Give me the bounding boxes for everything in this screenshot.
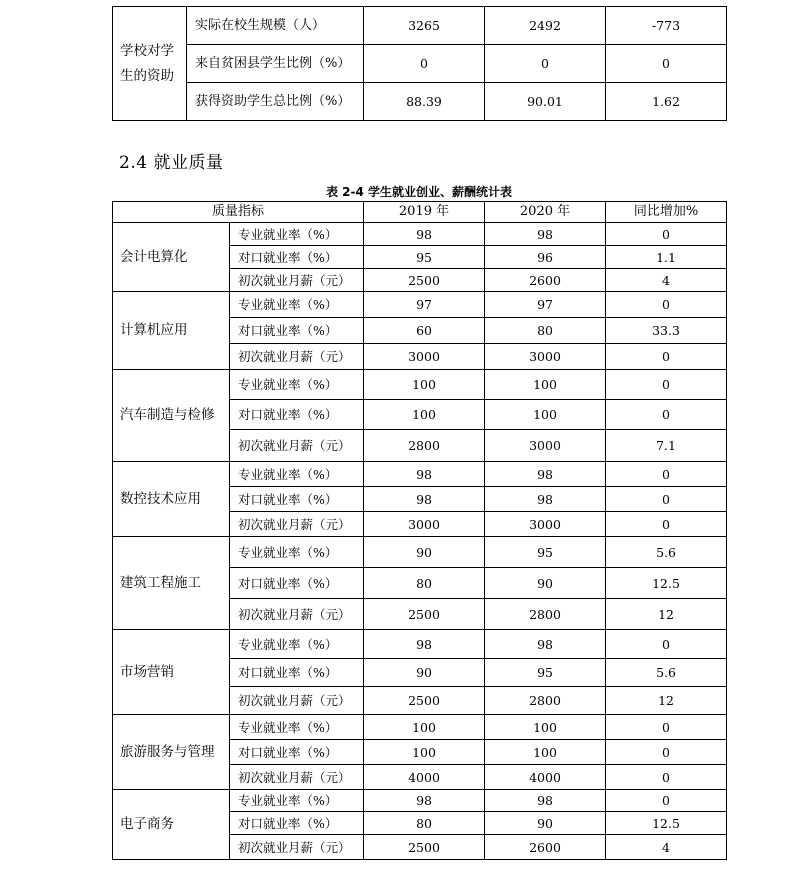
value-2019: 2500 (364, 599, 485, 630)
value-2019: 4000 (364, 765, 485, 790)
table-row (113, 292, 727, 318)
value-change: 0 (606, 740, 727, 765)
value-2020: 80 (485, 318, 606, 344)
value-change: 0 (606, 462, 727, 487)
value-change: 5.6 (606, 659, 727, 687)
value-2020: 98 (485, 790, 606, 812)
value-2019: 2500 (364, 687, 485, 715)
indicator-label: 初次就业月薪（元） (230, 430, 364, 462)
table-row (113, 83, 727, 121)
support-value-2019: 0 (364, 45, 485, 83)
value-change: 12 (606, 599, 727, 630)
value-2020: 95 (485, 659, 606, 687)
value-2020: 2800 (485, 687, 606, 715)
table-row (113, 223, 727, 246)
header-indicator: 质量指标 (113, 202, 364, 223)
value-2020: 98 (485, 630, 606, 659)
value-change: 0 (606, 790, 727, 812)
value-change: 0 (606, 370, 727, 400)
value-2020: 100 (485, 715, 606, 740)
program-name: 市场营销 (113, 630, 230, 715)
indicator-label: 专业就业率（%） (230, 715, 364, 740)
indicator-label: 专业就业率（%） (230, 790, 364, 812)
indicator-label: 初次就业月薪（元） (230, 344, 364, 370)
value-2019: 97 (364, 292, 485, 318)
value-2020: 2600 (485, 269, 606, 292)
indicator-label: 专业就业率（%） (230, 462, 364, 487)
value-2019: 98 (364, 790, 485, 812)
value-change: 0 (606, 715, 727, 740)
value-2020: 2800 (485, 599, 606, 630)
value-2020: 4000 (485, 765, 606, 790)
indicator-label: 初次就业月薪（元） (230, 599, 364, 630)
value-2019: 3000 (364, 344, 485, 370)
indicator-label: 对口就业率（%） (230, 740, 364, 765)
value-2019: 98 (364, 630, 485, 659)
table-row (113, 790, 727, 812)
program-name: 计算机应用 (113, 292, 230, 370)
value-change: 0 (606, 344, 727, 370)
indicator-label: 初次就业月薪（元） (230, 269, 364, 292)
indicator-label: 对口就业率（%） (230, 400, 364, 430)
value-2019: 100 (364, 715, 485, 740)
value-2020: 90 (485, 568, 606, 599)
indicator-label: 专业就业率（%） (230, 292, 364, 318)
value-2020: 3000 (485, 512, 606, 537)
table-row (113, 45, 727, 83)
indicator-label: 专业就业率（%） (230, 370, 364, 400)
indicator-label: 对口就业率（%） (230, 487, 364, 512)
value-2020: 98 (485, 223, 606, 246)
program-name: 建筑工程施工 (113, 537, 230, 630)
value-2020: 3000 (485, 344, 606, 370)
program-name: 数控技术应用 (113, 462, 230, 537)
support-value-change: 0 (606, 45, 727, 83)
indicator-label: 对口就业率（%） (230, 568, 364, 599)
header-change: 同比增加% (606, 202, 727, 223)
value-2019: 95 (364, 246, 485, 269)
support-value-2019: 88.39 (364, 83, 485, 121)
indicator-label: 专业就业率（%） (230, 537, 364, 568)
employment-table (112, 201, 727, 860)
table-row (113, 462, 727, 487)
value-change: 0 (606, 487, 727, 512)
table-row (113, 7, 727, 45)
indicator-label: 初次就业月薪（元） (230, 512, 364, 537)
value-2019: 60 (364, 318, 485, 344)
value-2019: 2800 (364, 430, 485, 462)
value-2019: 90 (364, 537, 485, 568)
table-caption: 表 2-4 学生就业创业、薪酬统计表 (325, 185, 513, 199)
value-2019: 98 (364, 223, 485, 246)
value-2019: 100 (364, 740, 485, 765)
value-change: 33.3 (606, 318, 727, 344)
program-name: 汽车制造与检修 (113, 370, 230, 462)
value-2019: 98 (364, 487, 485, 512)
value-change: 12.5 (606, 812, 727, 835)
value-change: 0 (606, 765, 727, 790)
value-2020: 100 (485, 370, 606, 400)
table-row (113, 370, 727, 400)
support-value-2020: 90.01 (485, 83, 606, 121)
indicator-label: 初次就业月薪（元） (230, 687, 364, 715)
indicator-label: 初次就业月薪（元） (230, 765, 364, 790)
indicator-label: 初次就业月薪（元） (230, 835, 364, 860)
section-heading: 2.4 就业质量 (119, 153, 224, 173)
table-row (113, 715, 727, 740)
indicator-label: 专业就业率（%） (230, 223, 364, 246)
support-value-change: 1.62 (606, 83, 727, 121)
support-value-2020: 2492 (485, 7, 606, 45)
indicator-label: 对口就业率（%） (230, 659, 364, 687)
support-row-label: 实际在校生规模（人） (187, 7, 364, 45)
support-value-change: -773 (606, 7, 727, 45)
value-2019: 80 (364, 568, 485, 599)
indicator-label: 对口就业率（%） (230, 318, 364, 344)
support-category: 学校对学生的资助 (113, 7, 187, 121)
value-change: 0 (606, 630, 727, 659)
indicator-label: 对口就业率（%） (230, 812, 364, 835)
value-change: 0 (606, 223, 727, 246)
value-2020: 2600 (485, 835, 606, 860)
value-2020: 3000 (485, 430, 606, 462)
value-2020: 95 (485, 537, 606, 568)
value-change: 7.1 (606, 430, 727, 462)
value-2019: 90 (364, 659, 485, 687)
program-name: 会计电算化 (113, 223, 230, 292)
value-2020: 98 (485, 487, 606, 512)
value-change: 12 (606, 687, 727, 715)
table-row (113, 630, 727, 659)
support-row-label: 来自贫困县学生比例（%） (187, 45, 364, 83)
value-2019: 2500 (364, 835, 485, 860)
value-2019: 98 (364, 462, 485, 487)
program-name: 电子商务 (113, 790, 230, 860)
indicator-label: 对口就业率（%） (230, 246, 364, 269)
value-2020: 100 (485, 740, 606, 765)
value-2019: 100 (364, 370, 485, 400)
support-value-2020: 0 (485, 45, 606, 83)
program-name: 旅游服务与管理 (113, 715, 230, 790)
value-change: 5.6 (606, 537, 727, 568)
header-2019: 2019 年 (364, 202, 485, 223)
value-2020: 100 (485, 400, 606, 430)
support-value-2019: 3265 (364, 7, 485, 45)
value-2020: 98 (485, 462, 606, 487)
value-2020: 96 (485, 246, 606, 269)
value-2019: 2500 (364, 269, 485, 292)
value-change: 0 (606, 292, 727, 318)
value-change: 12.5 (606, 568, 727, 599)
value-2020: 90 (485, 812, 606, 835)
value-2019: 100 (364, 400, 485, 430)
value-2020: 97 (485, 292, 606, 318)
value-2019: 80 (364, 812, 485, 835)
value-change: 4 (606, 269, 727, 292)
indicator-label: 专业就业率（%） (230, 630, 364, 659)
value-change: 4 (606, 835, 727, 860)
table-row (113, 537, 727, 568)
table-header-row (113, 202, 727, 223)
support-row-label: 获得资助学生总比例（%） (187, 83, 364, 121)
value-change: 0 (606, 400, 727, 430)
value-2019: 3000 (364, 512, 485, 537)
value-change: 1.1 (606, 246, 727, 269)
support-table (112, 6, 727, 121)
header-2020: 2020 年 (485, 202, 606, 223)
value-change: 0 (606, 512, 727, 537)
